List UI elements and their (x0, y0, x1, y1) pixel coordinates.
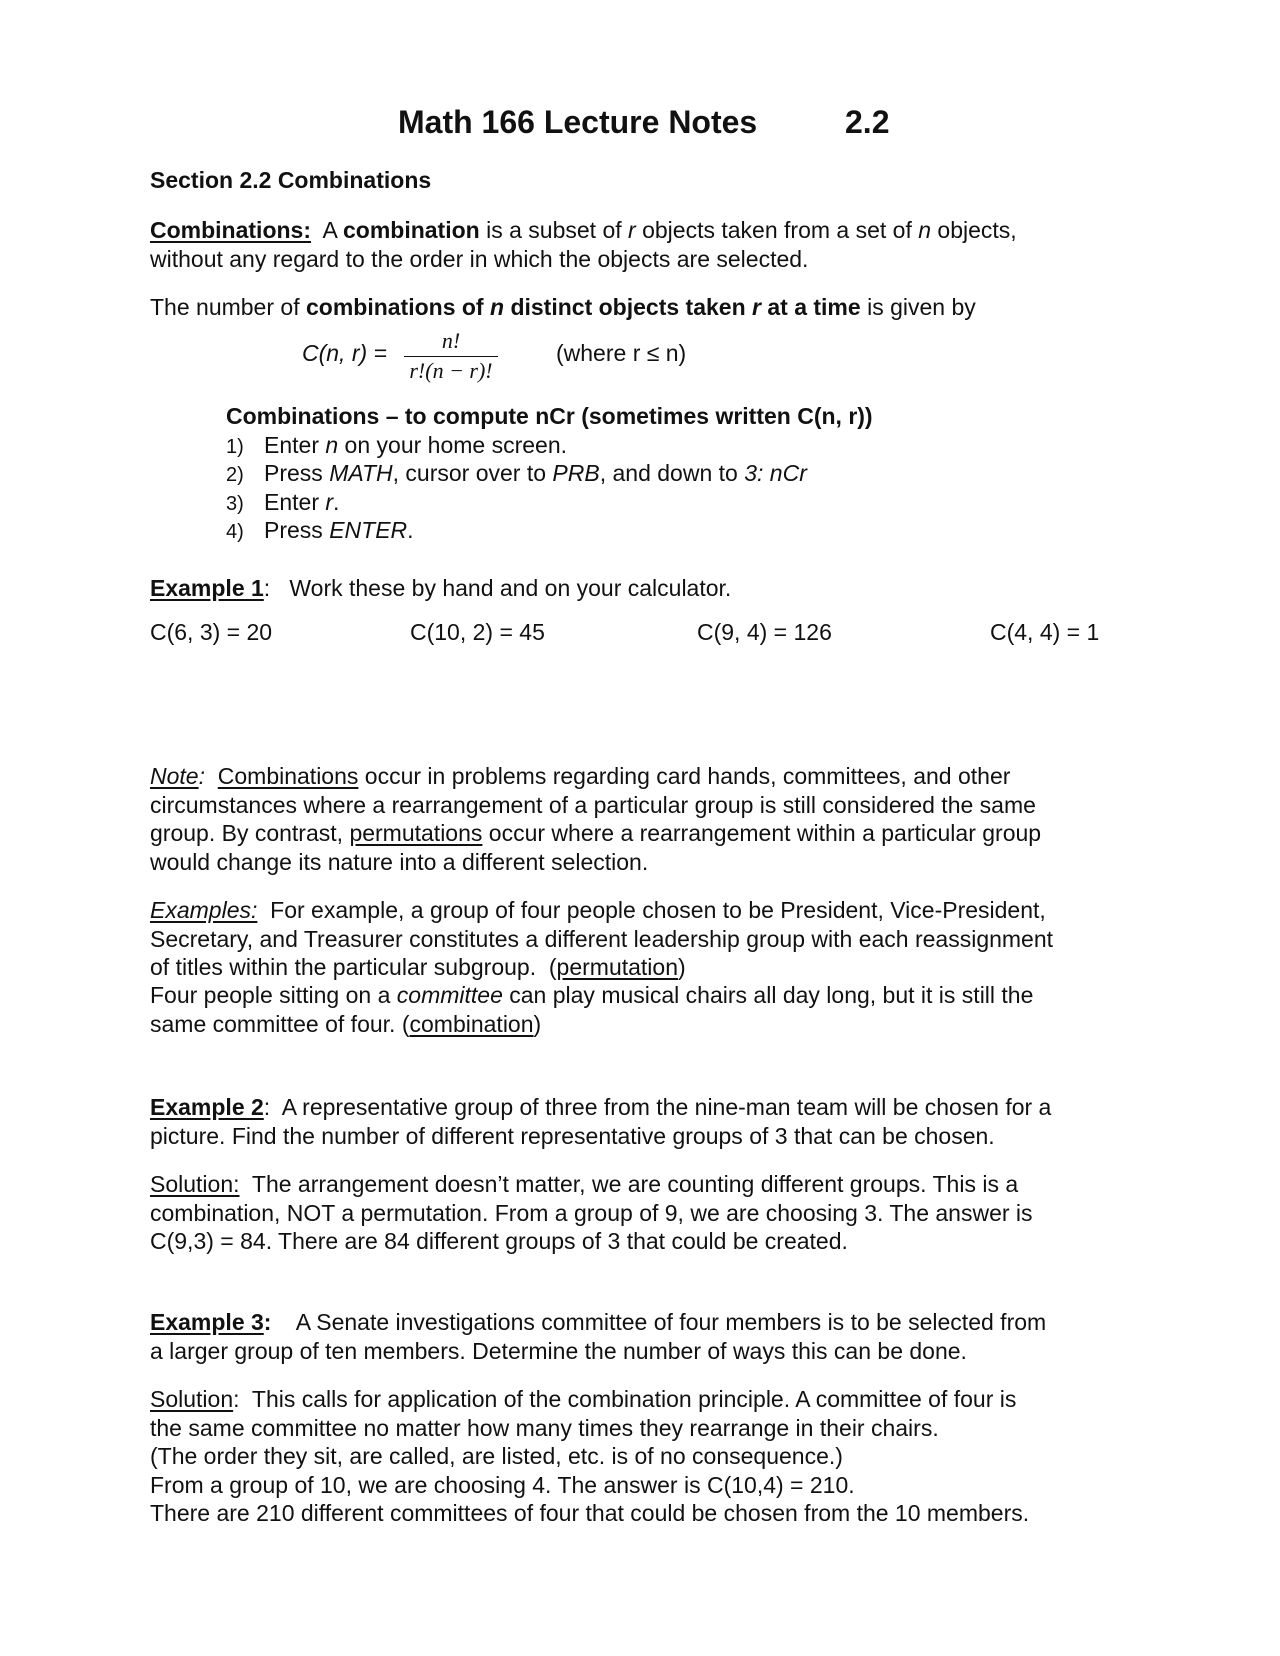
step-text: Enter (264, 432, 326, 458)
permutation-tag: permutation (556, 954, 679, 980)
step-italic: r (325, 489, 334, 515)
example-2-line-2: picture. Find the number of different representative groups of 3 that can be chosen. (150, 1123, 995, 1149)
bold-text: at a time (767, 294, 861, 320)
solution-text: This calls for application of the combination principle. A committee of four is (251, 1386, 1017, 1412)
example-2-solution-line-3: C(9,3) = 84. There are 84 different groups of 3 that could be created. (150, 1228, 848, 1254)
bold-text: combinations of (305, 294, 484, 320)
step-text: . (333, 489, 340, 515)
note-term-permutations: permutations (349, 820, 483, 846)
definition-text: objects taken from a set of (642, 217, 912, 243)
solution-label: Solution: (150, 1171, 240, 1197)
examples-line-2: Secretary, and Treasurer constitutes a different leadership group with each reassignment (150, 926, 1054, 952)
note-line-3 (150, 819, 1041, 847)
note-label: Note (150, 763, 199, 789)
examples-label: Examples: (150, 897, 258, 923)
step-italic: 3: nCr (744, 460, 807, 486)
var-n: n (918, 217, 932, 243)
example-2-text: A representative group of three from the nine-man team will be chosen for a (281, 1094, 1052, 1120)
bold-text: distinct objects taken (510, 294, 746, 320)
formula-numerator: n! (441, 328, 461, 353)
note-line-2: circumstances where a rearrangement of a particular group is still considered the same (150, 792, 1036, 818)
step-number: 3) (226, 493, 244, 515)
example-3-solution-line-2: the same committee no matter how many times they rearrange in their chairs. (150, 1415, 939, 1441)
text: is given by (867, 294, 976, 320)
note-term-combinations: Combinations (217, 763, 359, 789)
page-title: Math 166 Lecture Notes (398, 104, 758, 140)
step-text: on your home screen. (338, 432, 568, 458)
example-2-solution-line-2: combination, NOT a permutation. From a group of 9, we are choosing 3. The answer is (150, 1200, 1033, 1226)
solution-label: Solution (150, 1386, 234, 1412)
step-italic: MATH (329, 460, 393, 486)
example-3-solution-line-1 (150, 1385, 1016, 1413)
formula-condition: (where r ≤ n) (556, 340, 687, 366)
step-number: 4) (226, 521, 244, 543)
examples-line-3: of titles within the particular subgroup. (permutation) (150, 954, 686, 980)
step-text: Press (264, 517, 330, 543)
example-1-answer: C(4, 4) = 1 (990, 619, 1100, 645)
definition-line-1 (150, 216, 1017, 244)
step-italic: ENTER (329, 517, 408, 543)
colon: : (263, 575, 271, 601)
example-2-line-1 (150, 1093, 1051, 1121)
formula-lhs: C(n, r) = (302, 340, 387, 366)
note-line-4: would change its nature into a different selection. (150, 849, 649, 875)
note-text: occur where a rearrangement within a particular group (488, 820, 1042, 846)
calculator-step-1 (226, 431, 567, 461)
example-1-line (150, 574, 731, 602)
examples-italic: committee (396, 982, 503, 1008)
example-1-answer: C(6, 3) = 20 (150, 619, 273, 645)
definition-term: combination (342, 217, 480, 243)
definition-text: A (322, 217, 337, 243)
calculator-step-4 (226, 516, 414, 546)
step-number: 2) (226, 464, 244, 486)
example-3-line-1 (150, 1308, 1046, 1336)
definition-text: is a subset of (486, 217, 622, 243)
calculator-step-3 (226, 488, 339, 518)
example-3-line-2: a larger group of ten members. Determine the number of ways this can be done. (150, 1338, 967, 1364)
example-3-solution-line-4: From a group of 10, we are choosing 4. The answer is C(10,4) = 210. (150, 1472, 855, 1498)
colon: : (263, 1309, 272, 1335)
examples-text: can play musical chairs all day long, but it is still the (509, 982, 1034, 1008)
step-text: , and down to (599, 460, 745, 486)
examples-line-4 (150, 981, 1033, 1009)
example-1-text: Work these by hand and on your calculator. (289, 575, 732, 601)
colon: : (263, 1094, 271, 1120)
examples-text: For example, a group of four people chosen to be President, Vice-President, (270, 897, 1046, 923)
calculator-step-2 (226, 459, 807, 489)
number-of-combinations-text (150, 293, 976, 321)
colon: : (198, 763, 205, 789)
text: The number of (150, 294, 300, 320)
definition-text: objects, (937, 217, 1017, 243)
example-2-solution-line-1 (150, 1170, 1018, 1198)
formula-denominator: r!(n − r)! (409, 358, 493, 383)
colon: : (233, 1386, 240, 1412)
examples-text: Four people sitting on a (150, 982, 391, 1008)
step-italic: n (325, 432, 339, 458)
step-text: . (407, 517, 414, 543)
note-text: occur in problems regarding card hands, committees, and other (364, 763, 1011, 789)
example-2-label: Example 2 (150, 1094, 264, 1120)
fraction-bar (404, 356, 498, 357)
section-number: 2.2 (845, 104, 890, 140)
example-3-solution-line-5: There are 210 different committees of four that could be chosen from the 10 members. (150, 1500, 1030, 1526)
examples-text: of titles within the particular subgroup. (150, 954, 537, 980)
step-text: , cursor over to (392, 460, 553, 486)
var-n: n (490, 294, 505, 320)
formula-fraction (404, 328, 498, 384)
example-1-answer: C(10, 2) = 45 (410, 619, 545, 645)
note-text: group. By contrast, (150, 820, 344, 846)
step-italic: PRB (552, 460, 600, 486)
example-3-text: A Senate investigations committee of four members is to be selected from (295, 1309, 1047, 1335)
calculator-heading: Combinations – to compute nCr (sometimes written C(n, r)) (226, 403, 873, 429)
solution-text: The arrangement doesn’t matter, we are counting different groups. This is a (251, 1171, 1019, 1197)
step-text: Enter (264, 489, 326, 515)
example-3-label: Example 3 (150, 1309, 264, 1335)
examples-line-1 (150, 896, 1046, 924)
var-r: r (628, 217, 636, 243)
examples-line-5: same committee of four. (combination) (150, 1011, 542, 1037)
example-1-answer: C(9, 4) = 126 (697, 619, 832, 645)
section-heading: Section 2.2 Combinations (150, 167, 432, 193)
definition-line-2: without any regard to the order in which the objects are selected. (150, 246, 809, 272)
note-line-1 (150, 762, 1010, 790)
step-number: 1) (226, 436, 244, 458)
definition-label: Combinations: (150, 217, 311, 243)
examples-text: same committee of four. (150, 1011, 396, 1037)
example-1-label: Example 1 (150, 575, 264, 601)
var-r: r (752, 294, 761, 320)
combination-tag: combination (409, 1011, 534, 1037)
example-3-solution-line-3: (The order they sit, are called, are listed, etc. is of no consequence.) (150, 1443, 843, 1469)
step-text: Press (264, 460, 330, 486)
